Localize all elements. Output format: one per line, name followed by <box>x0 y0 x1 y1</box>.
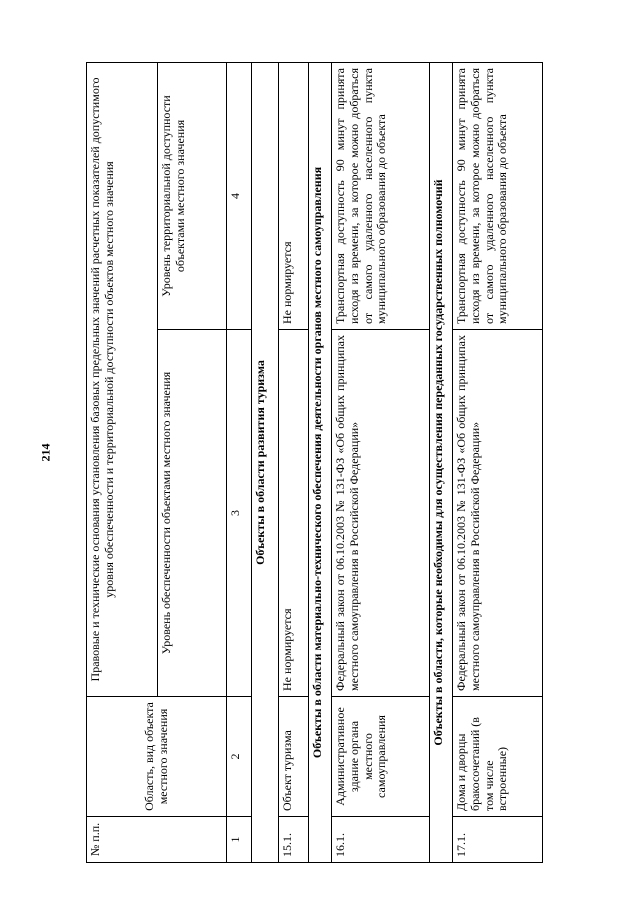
section-title: Объекты в области, которые необходимы для осуществления переданных государственных полномочий <box>430 62 453 862</box>
object-name: Административное здание органа местного самоуправления <box>332 697 430 817</box>
row-number: 16.1. <box>332 817 430 863</box>
section-row <box>430 62 453 862</box>
page-number <box>35 440 57 464</box>
object-name: Дома и дворцы бракосочетаний (в том числе встроенные) <box>453 697 543 817</box>
supply-level: Не нормируется <box>279 330 309 697</box>
section-title: Объекты в области материально-технического обеспечения деятельности органов местного самоуправления <box>309 62 332 862</box>
header-supply: Уровень обеспеченности объектами местного значения <box>158 330 227 697</box>
page-number-text: 214 <box>38 443 53 461</box>
header-basis: Правовые и технические основания установления базовых предельных значений расчетных показателей допустимого уровня обеспеченности и территориальной доступности объектов местного значения <box>87 62 158 696</box>
table-row <box>279 62 309 862</box>
access-level: Не нормируется <box>279 62 309 329</box>
access-level: Транспортная доступность 90 минут принята исходя из времени, за которое можно добраться от самого удаленного населенного пункта муниципального образования до объекта <box>332 62 430 329</box>
row-number: 17.1. <box>453 817 543 863</box>
row-number: 15.1. <box>279 817 309 863</box>
table-row <box>453 62 543 862</box>
section-title: Объекты в области развития туризма <box>252 62 279 862</box>
column-number: 2 <box>227 697 252 817</box>
rotated-page <box>86 63 526 863</box>
column-number: 3 <box>227 330 252 697</box>
table-row <box>332 62 430 862</box>
section-row <box>309 62 332 862</box>
header-area: Область, вид объекта местного значения <box>87 697 227 817</box>
column-numbers-row <box>227 62 252 862</box>
column-number: 4 <box>227 62 252 329</box>
header-access: Уровень территориальной доступности объектами местного значения <box>158 62 227 329</box>
header-num: № п.п. <box>87 817 227 863</box>
column-number: 1 <box>227 817 252 863</box>
norms-table <box>86 62 543 863</box>
access-level: Транспортная доступность 90 минут принята исходя из времени, за которое можно добраться от самого удаленного населенного пункта муниципального образования до объекта <box>453 62 543 329</box>
section-row <box>252 62 279 862</box>
header-row <box>87 62 158 862</box>
supply-level: Федеральный закон от 06.10.2003 № 131-ФЗ «Об общих принципах местного самоуправления в Российской Федерации» <box>453 330 543 697</box>
object-name: Объект туризма <box>279 697 309 817</box>
supply-level: Федеральный закон от 06.10.2003 № 131-ФЗ «Об общих принципах местного самоуправления в Российской Федерации» <box>332 330 430 697</box>
